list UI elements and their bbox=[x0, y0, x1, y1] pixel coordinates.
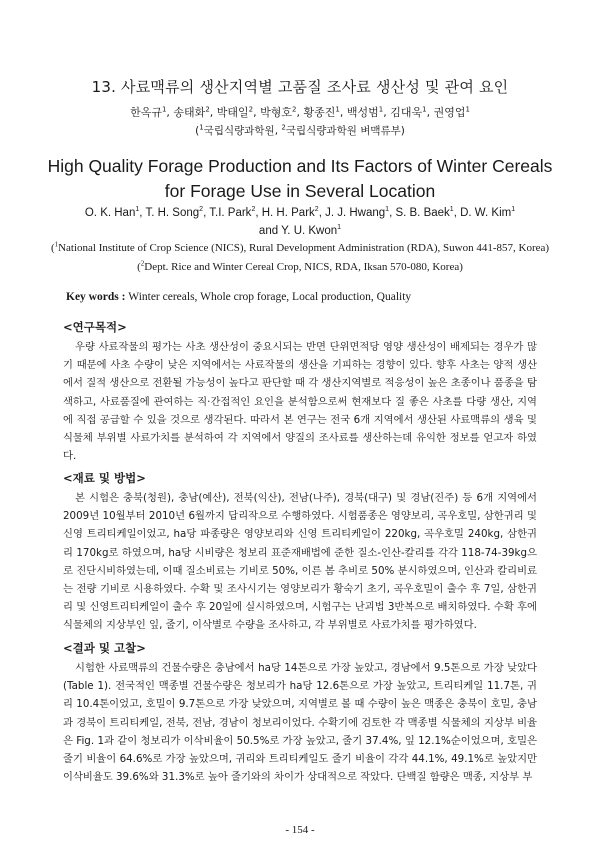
section-body-methods: 본 시험은 충북(청원), 충남(예산), 전북(익산), 전남(나주), 경북(대구) 및 경남(진주) 등 6개 지역에서 2009년 10월부터 2010년 6월까지 답리작으로 수행하였다. 시험품종은 영양보리, 곡우호밀, 삼한귀리 및 신영 트리티케일이었고, ha당 파종량은 영양보리와 신영 트리티케일이 220kg, 곡우호밀 240kg, 삼한귀리 170kg로 하였으며, ha당 시비량은 청보리 표준재배법에 준한 질소-인산-칼리를 각각 118-74-39kg으로 진단시비하였는데, 이때 질소비료는 기비로 50%, 이른 봄 추비로 50% 분시하였으며, 인산과 칼리비료는 전량 기비로 시용하였다. 수확 및 조사시기는 영양보리가 황숙기 초기, 곡우호밀이 출수 후 7일, 삼한귀리 및 신영트리티케일이 출수 후 20일에 실시하였으며, 시험구는 난괴법 3반복으로 배치하였다. 수확 후에 식물체의 지상부인 잎, 줄기, 이삭별로 수량을 조사하고, 각 부위별로 사료가치를 평가하였다. bbox=[63, 492, 537, 632]
keywords bbox=[66, 291, 411, 303]
english-authors: O. K. Han$^1$, T. H. Song$^2$, T.I. Park$^2$, H. H. Park$^2$, J. J. Hwang$^1$, S. B. Baek$^1$, D. W. Kim$^1$ and Y. U. Kwon$^1$ bbox=[84, 206, 516, 237]
section-heading-objective: <연구목적> bbox=[63, 320, 127, 334]
section-body-results: 시험한 사료맥류의 건물수량은 충남에서 ha당 14톤으로 가장 높았고, 경남에서 9.5톤으로 가장 낮았다(Table 1). 전국적인 맥종별 건물수량은 청보리가 ha당 12.6톤으로 가장 높았고, 트리티케일 11.7톤, 귀리 10.4톤이었고, 호밀이 9.7톤으로 가장 낮았으며, 지역별로 볼 때 수량이 높은 맥종은 충북이 호밀, 충남과 경북이 트리티케일, 전북, 전남, 경남이 청보리이었다. 수확기에 검토한 각 맥종별 식물체의 지상부 비율은 Fig. 1과 같이 청보리가 이삭비율이 50.5%로 가장 높았고, 줄기 37.4%, 잎 12.1%순이었으며, 호밀은 줄기 비율이 64.6%로 가장 높았으며, 귀리와 트리티케일도 줄기 비율이 각각 44.1%, 49.1%로 높았지만 이삭비율도 39.6%와 31.3%로 높아 줄기와의 차이가 상대적으로 작았다. 단백질 함량은 맥종, 지상부 부 bbox=[63, 662, 537, 784]
english-affiliation-1: ($^1$National Institute of Crop Science (NICS), Rural Development Administration (RDA), Suwon 441-857, Korea) bbox=[50, 240, 550, 254]
kr-author: 백성범$^1$ bbox=[346, 105, 384, 119]
kr-author: 김대욱$^1$ bbox=[390, 105, 427, 119]
en-author: T. H. Song$^2$ bbox=[145, 206, 204, 219]
korean-affiliations: ($^1$국립식량과학원, $^2$국립식량과학원 벼맥류부) bbox=[195, 123, 405, 137]
keywords-text: Winter cereals, Whole crop forage, Local production, Quality bbox=[128, 291, 412, 303]
section-heading-methods: <재료 및 방법> bbox=[63, 471, 146, 485]
section-body-objective: 우량 사료작물의 평가는 사초 생산성이 중요시되는 반면 단위면적당 영양 생산성이 배제되는 경우가 많기 때문에 사초 수량이 낮은 지역에서는 사료작물의 생산을 기피하는 경향이 있다. 향후 사초는 양적 생산에서 질적 생산으로 전환될 가능성이 높다고 판단할 때 각 생산지역별로 적응성이 높은 초종이나 품종을 탐색하고, 사료품질에 관여하는 직·간접적인 요인을 분석함으로써 현재보다 질 좋은 사초를 다량 생산, 지역에 직접 공급할 수 있을 것으로 생각된다. 따라서 본 연구는 전국 6개 지역에서 생산된 사료맥류의 생육 및 식물체 부위별 사료가치를 분석하여 각 지역에서 양질의 조사료를 생산하는데 유익한 정보를 얻고자 하였다. bbox=[63, 341, 537, 463]
kr-author: 권영업$^1$ bbox=[433, 105, 470, 119]
kr-author: 박태일$^2$ bbox=[216, 105, 254, 119]
kr-author: 송태화$^2$ bbox=[173, 105, 210, 119]
kr-author: 한옥규$^1$ bbox=[130, 105, 167, 119]
page-number: - 154 - bbox=[285, 824, 315, 836]
korean-authors: 한옥규$^1$, 송태화$^2$, 박태일$^2$, 박형호$^2$, 황종진$^1$, 백성범$^1$, 김대욱$^1$, 권영업$^1$ bbox=[130, 105, 470, 119]
en-author: H. H. Park$^2$ bbox=[261, 206, 319, 219]
korean-title: 13. 사료맥류의 생산지역별 고품질 조사료 생산성 및 관여 요인 bbox=[91, 78, 509, 96]
english-affiliation-2: ($^2$Dept. Rice and Winter Cereal Crop, NICS, RDA, Iksan 570-080, Korea) bbox=[137, 259, 463, 273]
english-title: High Quality Forage Production and Its Factors of Winter Cereals for Forage Use in Several Location bbox=[47, 156, 553, 201]
en-author: T.I. Park$^2$ bbox=[209, 206, 256, 219]
kr-author: 황종진$^1$ bbox=[303, 105, 340, 119]
kr-author: 박형호$^2$ bbox=[260, 105, 297, 119]
en-author: Y. U. Kwon$^1$ bbox=[281, 224, 342, 237]
en-author: O. K. Han$^1$ bbox=[84, 206, 140, 219]
en-author: D. W. Kim$^1$ bbox=[460, 206, 516, 219]
en-author: S. B. Baek$^1$ bbox=[395, 206, 454, 219]
section-heading-results: <결과 및 고찰> bbox=[63, 641, 146, 655]
en-author: J. J. Hwang$^1$ bbox=[325, 206, 390, 219]
keywords-label: Key words : bbox=[66, 291, 129, 303]
